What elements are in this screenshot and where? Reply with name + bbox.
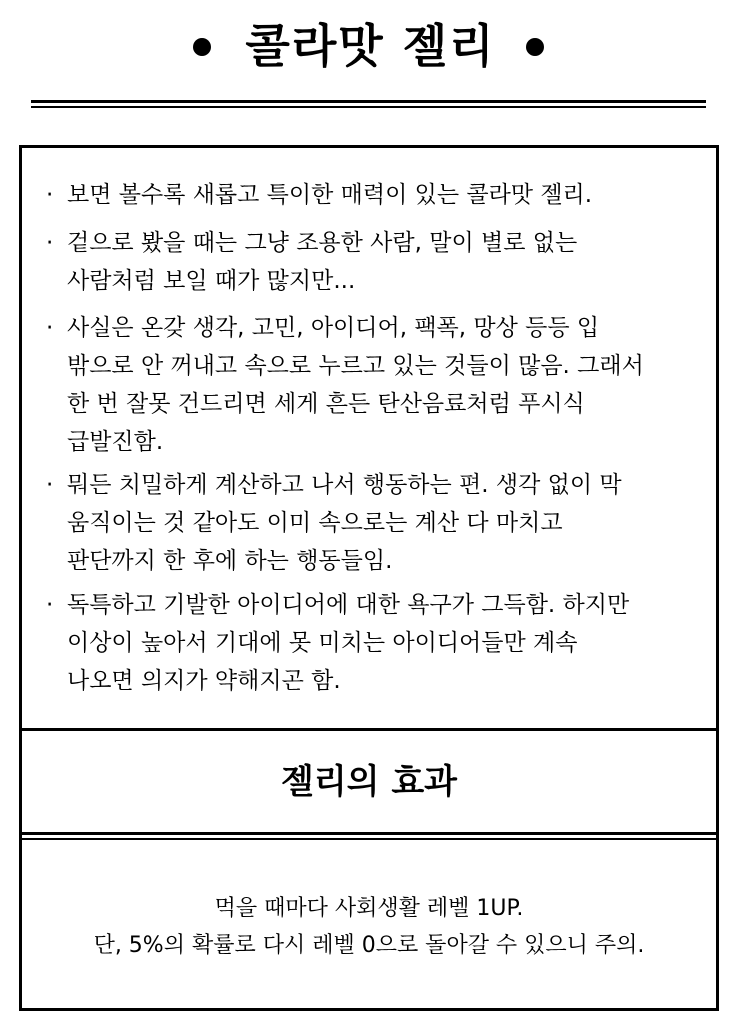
trait-text: 사실은 온갖 생각, 고민, 아이디어, 팩폭, 망상 등등 입 밖으로 안 꺼내고 속으로 누르고 있는 것들이 많음. 그래서 한 번 잘못 건드리면 세게 흔든 탄산음료처럼 푸시식 급발진함. (67, 315, 644, 455)
trait-item (46, 176, 696, 214)
effect-description (22, 890, 716, 964)
trait-text: 뭐든 치밀하게 계산하고 나서 행동하는 편. 생각 없이 막 움직이는 것 같아도 이미 속으로는 계산 다 마치고 판단까지 한 후에 하는 행동들임. (67, 472, 622, 574)
effect-line-2: 단, 5%의 확률로 다시 레벨 0으로 돌아갈 수 있으니 주의. (93, 933, 645, 958)
section-divider-double-bottom (22, 838, 716, 840)
trait-item (46, 466, 696, 580)
trait-item (46, 309, 696, 461)
trait-item (46, 586, 696, 700)
trait-text: 독특하고 기발한 아이디어에 대한 욕구가 그득함. 하지만 이상이 높아서 기대에 못 미치는 아이디어들만 계속 나오면 의지가 약해지곤 함. (67, 592, 630, 694)
bullet-icon: · (46, 182, 54, 208)
traits-section (22, 148, 716, 728)
title-bullet-right-icon (526, 38, 544, 56)
trait-item (46, 224, 696, 300)
bullet-icon: · (46, 472, 54, 498)
title-row (0, 0, 741, 96)
jelly-card (19, 145, 719, 1011)
effect-title: 젤리의 효과 (280, 762, 458, 802)
title-underline-bottom (31, 106, 706, 108)
trait-text: 겉으로 봤을 때는 그냥 조용한 사람, 말이 별로 없는 사람처럼 보일 때가 많지만... (67, 230, 578, 294)
bullet-icon: · (46, 315, 54, 341)
section-divider (22, 728, 716, 731)
title-underline-top (31, 100, 706, 103)
page-title: 콜라맛 젤리 (245, 19, 496, 73)
bullet-icon: · (46, 230, 54, 256)
section-divider-double-top (22, 832, 716, 835)
trait-text: 보면 볼수록 새롭고 특이한 매력이 있는 콜라맛 젤리. (67, 182, 593, 208)
bullet-icon: · (46, 592, 54, 618)
effect-line-1: 먹을 때마다 사회생활 레벨 1UP. (214, 896, 524, 921)
